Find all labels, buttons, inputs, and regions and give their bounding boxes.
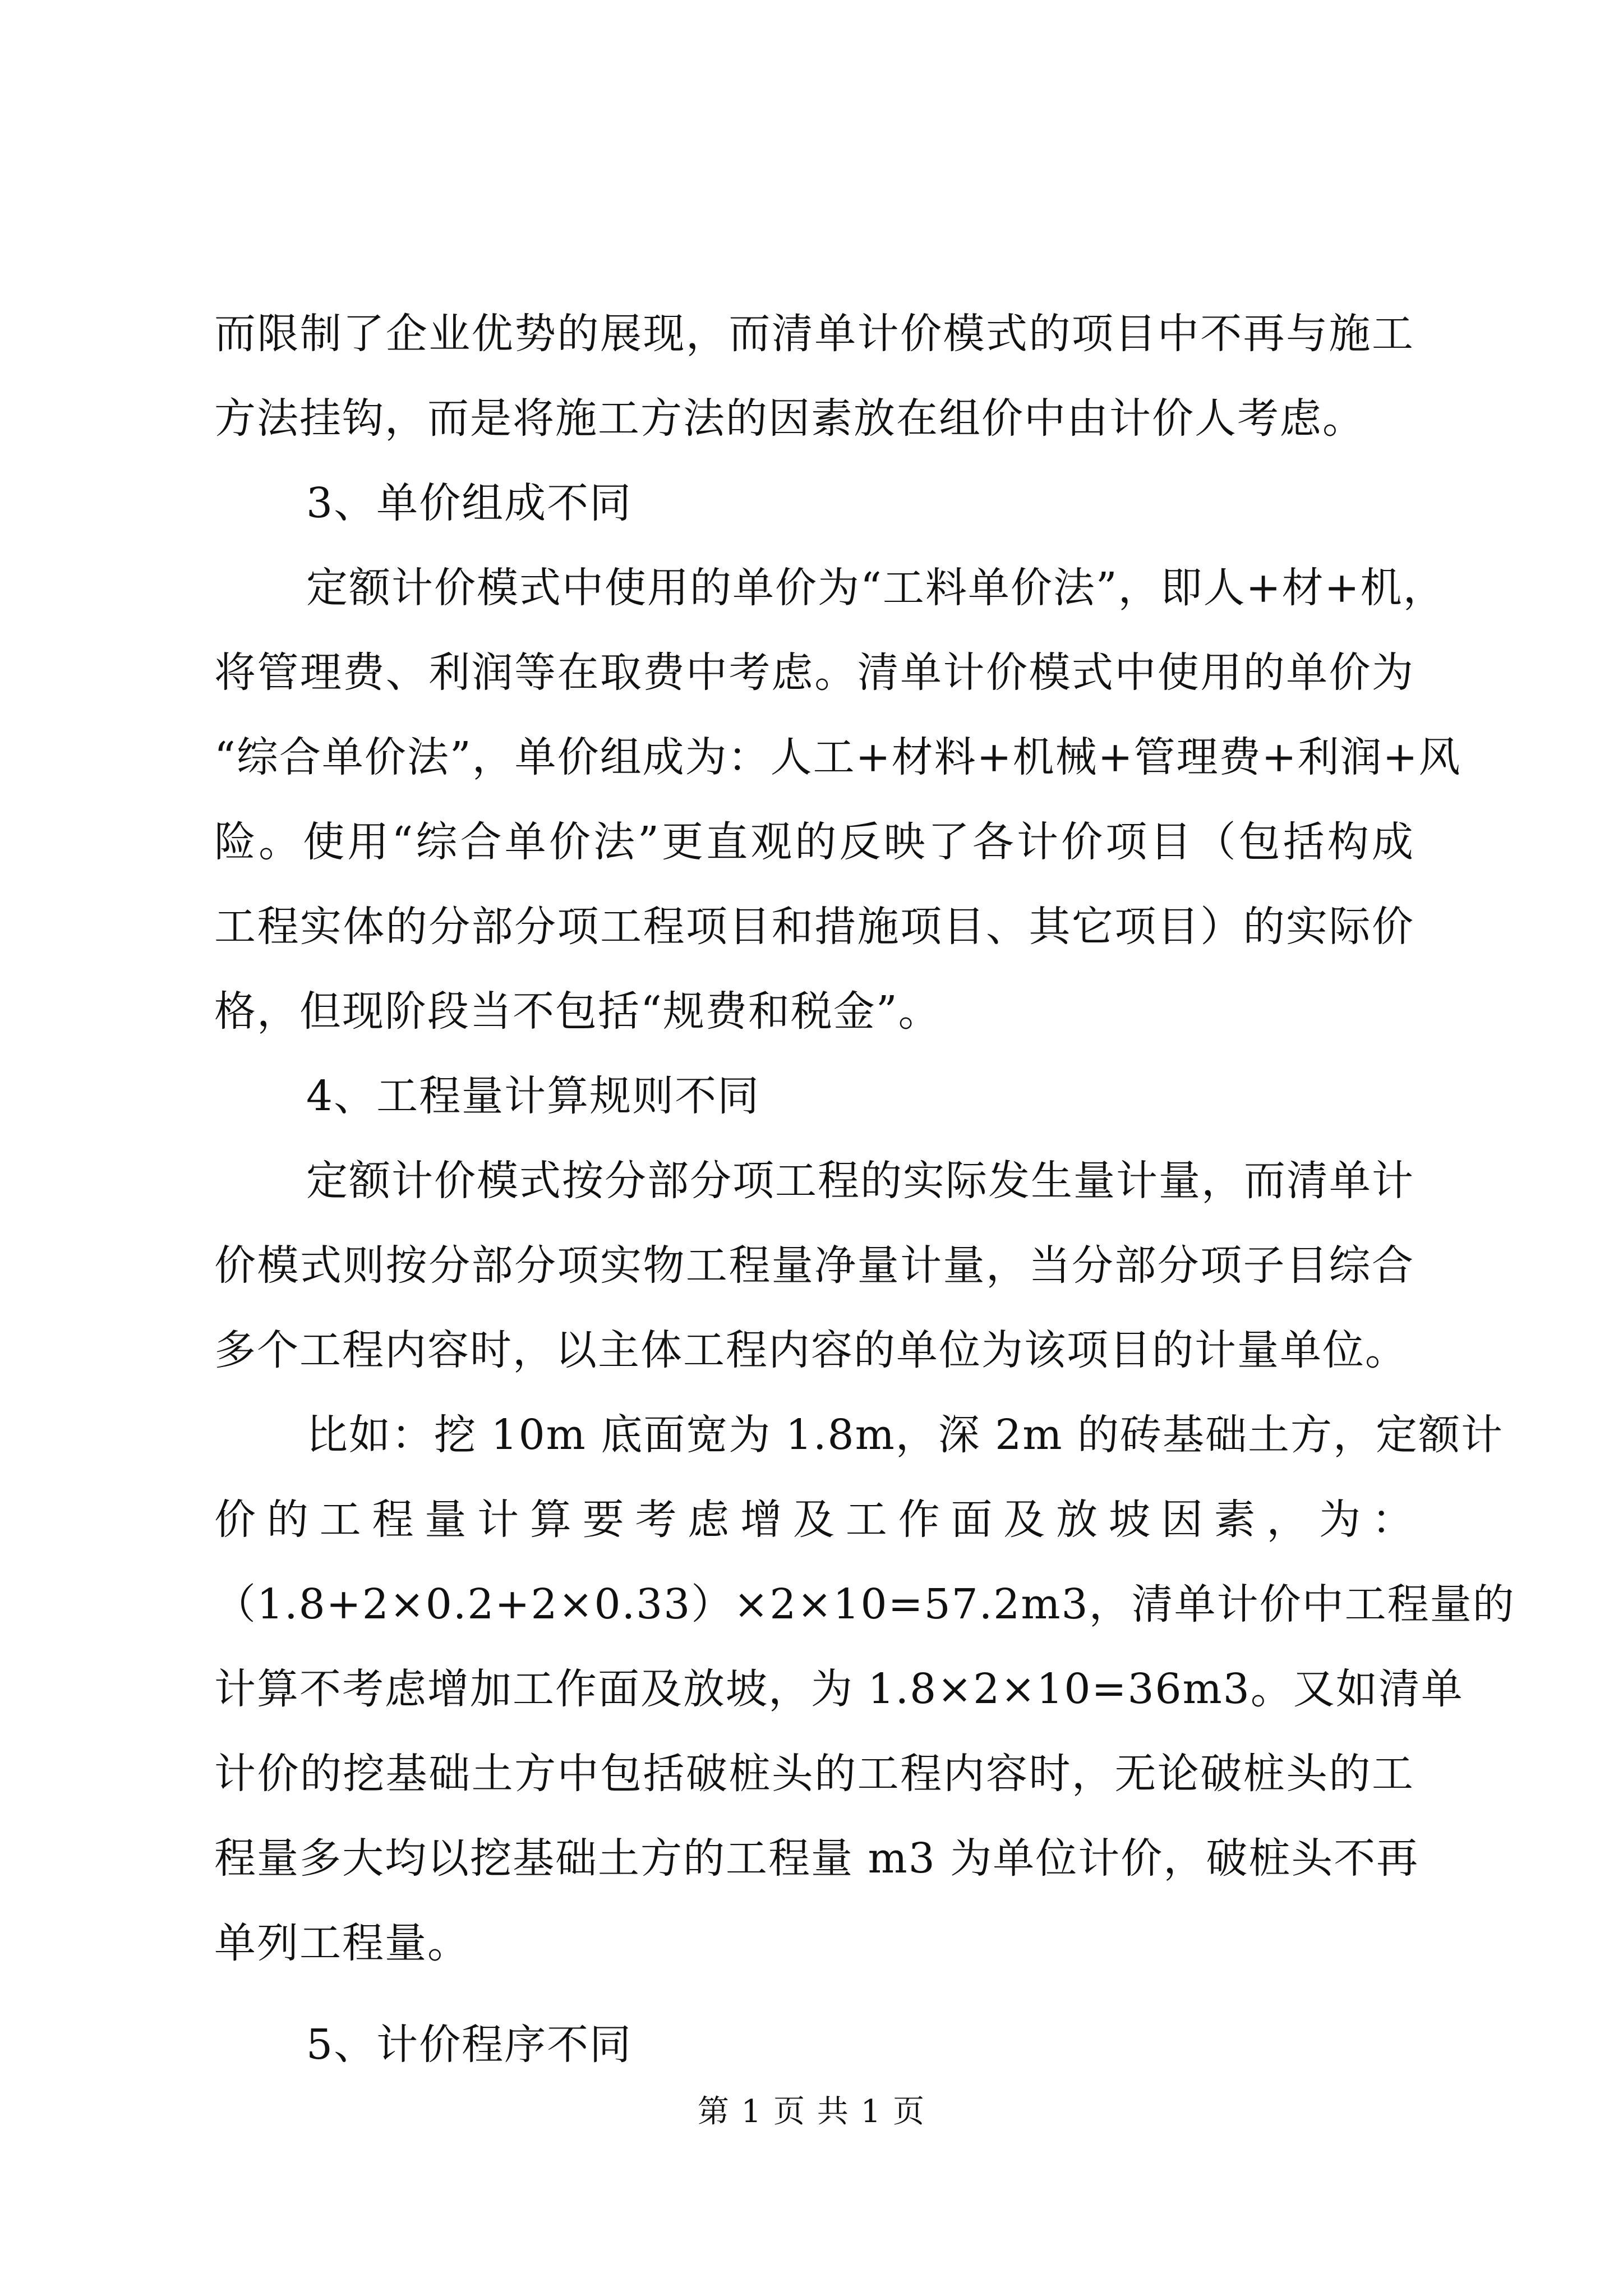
- text-line: 计算不考虑增加工作面及放坡，为 1.8×2×10=36m3。又如清单: [214, 1665, 1464, 1713]
- text-line: （1.8+2×0.2+2×0.33）×2×10=57.2m3，清单计价中工程量的: [214, 1580, 1515, 1628]
- text-line: 将管理费、利润等在取费中考虑。清单计价模式中使用的单价为: [214, 648, 1414, 697]
- section-heading-3: 3、单价组成不同: [306, 479, 633, 527]
- text-line: 定额计价模式中使用的单价为“工料单价法”，即人+材+机，: [306, 564, 1446, 612]
- text-line: 格，但现阶段当不包括“规费和税金”。: [214, 987, 941, 1036]
- paragraph-unit-price: [214, 546, 1461, 1054]
- text-line: 价模式则按分部分项实物工程量净量计量，当分部分项子目综合: [214, 1241, 1414, 1290]
- page-number-footer: 第 1 页 共 1 页: [697, 2093, 926, 2130]
- text-line: 定额计价模式按分部分项工程的实际发生量计量，而清单计: [306, 1157, 1414, 1205]
- paragraph-continued: [214, 292, 1414, 461]
- text-line: 工程实体的分部分项工程项目和措施项目、其它项目）的实际价: [214, 903, 1414, 951]
- section-heading-4: 4、工程量计算规则不同: [306, 1072, 760, 1120]
- paragraph-example: [214, 1393, 1515, 1986]
- text-line: 比如：挖 10m 底面宽为 1.8m，深 2m 的砖基础土方，定额计: [306, 1411, 1504, 1459]
- text-line: 险。使用“综合单价法”更直观的反映了各计价项目（包括构成: [214, 818, 1414, 866]
- text-line: 程量多大均以挖基础土方的工程量 m3 为单位计价，破桩头不再: [214, 1834, 1419, 1883]
- text-line: 单列工程量。: [214, 1919, 470, 1967]
- text-line: 方法挂钩，而是将施工方法的因素放在组价中由计价人考虑。: [214, 394, 1365, 443]
- text-line: 价的工程量计算要考虑增及工作面及放坡因素，为：: [214, 1496, 1414, 1544]
- document-body: [214, 292, 1515, 2087]
- spacer: [214, 1986, 1414, 2003]
- text-line: 多个工程内容时，以主体工程内容的单位为该项目的计量单位。: [214, 1326, 1408, 1374]
- text-line: “综合单价法”，单价组成为：人工+材料+机械+管理费+利润+风: [214, 733, 1461, 781]
- text-line: 计价的挖基础土方中包括破桩头的工程内容时，无论破桩头的工: [214, 1750, 1414, 1798]
- paragraph-quantity-rules: [214, 1139, 1414, 1393]
- text-line: 而限制了企业优势的展现，而清单计价模式的项目中不再与施工: [214, 310, 1414, 358]
- section-heading-5: 5、计价程序不同: [306, 2021, 633, 2069]
